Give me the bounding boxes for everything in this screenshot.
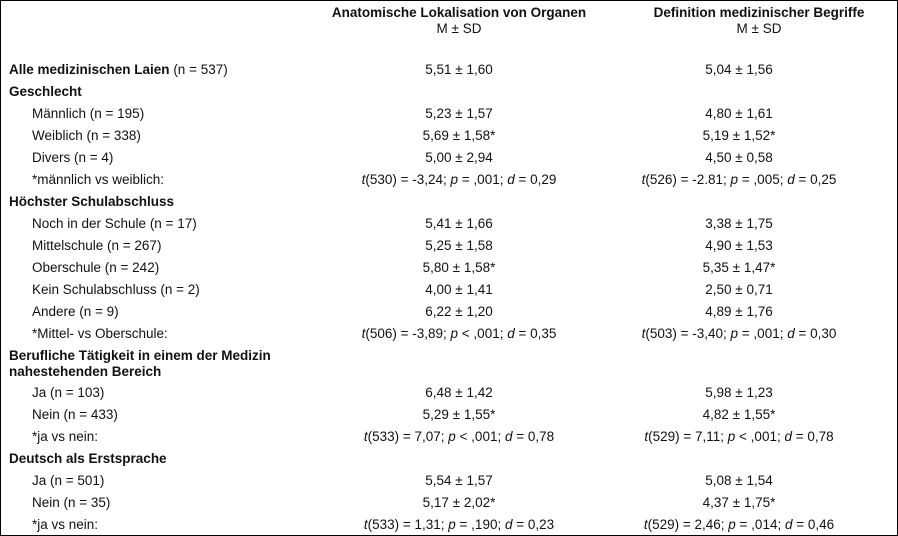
cell-anatomy: 5,69 ± 1,58* — [422, 128, 496, 143]
cell-definition: 2,50 ± 0,71 — [705, 282, 773, 297]
row-label: Ja (n = 103) — [32, 385, 105, 400]
cell-anatomy: 5,17 ± 2,02* — [422, 495, 496, 510]
column-title: Definition medizinischer Begriffe — [653, 5, 865, 20]
section-label: Geschlecht — [9, 84, 82, 99]
cell-definition: 5,19 ± 1,52* — [702, 128, 776, 143]
row-label: *männlich vs weiblich: — [32, 172, 165, 187]
table-row — [1, 147, 897, 169]
cell-anatomy: 5,41 ± 1,66 — [425, 216, 493, 231]
cell-anatomy: 4,00 ± 1,41 — [425, 282, 493, 297]
section-heading — [1, 345, 897, 381]
table-row — [1, 279, 897, 301]
row-label: *ja vs nein: — [32, 517, 99, 532]
row-label: Alle medizinischen Laien (n = 537) — [9, 62, 228, 77]
row-label: Andere (n = 9) — [32, 304, 119, 319]
column-stat-label: M ± SD — [736, 21, 782, 36]
row-label: Oberschule (n = 242) — [32, 260, 160, 275]
row-label: *Mittel- vs Oberschule: — [32, 326, 168, 341]
row-label: Mittelschule (n = 267) — [32, 238, 162, 253]
test-stat-anatomy: t(533) = 7,07; p < ,001; d = 0,78 — [363, 429, 555, 444]
cell-definition: 5,98 ± 1,23 — [705, 385, 773, 400]
row-label: Kein Schulabschluss (n = 2) — [32, 282, 200, 297]
section-heading — [1, 81, 897, 103]
row-label: Weiblich (n = 338) — [32, 128, 141, 143]
table-row — [1, 404, 897, 426]
test-stat-definition: t(529) = 7,11; p < ,001; d = 0,78 — [644, 429, 834, 444]
row-label: Nein (n = 433) — [32, 407, 118, 422]
cell-definition: 4,89 ± 1,76 — [705, 304, 773, 319]
cell-definition: 5,08 ± 1,54 — [705, 473, 773, 488]
cell-definition: 4,90 ± 1,53 — [705, 238, 773, 253]
table-row — [1, 213, 897, 235]
row-label: Ja (n = 501) — [32, 473, 105, 488]
test-stat-definition: t(526) = -2.81; p = ,005; d = 0,25 — [641, 172, 837, 187]
section-label: Berufliche Tätigkeit in einem der Medizin nahestehenden Bereich — [9, 348, 271, 379]
column-title: Anatomische Lokalisation von Organen — [331, 5, 587, 20]
test-stat-anatomy: t(533) = 1,31; p = ,190; d = 0,23 — [363, 517, 555, 532]
cell-definition: 4,80 ± 1,61 — [705, 106, 773, 121]
section-label: Höchster Schulabschluss — [9, 194, 175, 209]
row-label: *ja vs nein: — [32, 429, 99, 444]
section-heading — [1, 448, 897, 470]
cell-definition: 5,35 ± 1,47* — [702, 260, 776, 275]
column-header-anatomy — [319, 5, 599, 37]
cell-anatomy: 5,29 ± 1,55* — [422, 407, 496, 422]
table-row — [1, 492, 897, 514]
table-row — [1, 125, 897, 147]
cell-anatomy: 5,00 ± 2,94 — [425, 150, 493, 165]
section-heading — [1, 191, 897, 213]
table-row — [1, 103, 897, 125]
cell-anatomy: 5,54 ± 1,57 — [425, 473, 493, 488]
cell-anatomy: 5,25 ± 1,58 — [425, 238, 493, 253]
cell-definition: 3,38 ± 1,75 — [705, 216, 773, 231]
cell-anatomy: 6,48 ± 1,42 — [425, 385, 493, 400]
cell-anatomy: 6,22 ± 1,20 — [425, 304, 493, 319]
cell-definition: 5,04 ± 1,56 — [705, 62, 773, 77]
table-row — [1, 470, 897, 492]
cell-definition: 4,37 ± 1,75* — [702, 495, 776, 510]
row-label: Männlich (n = 195) — [32, 106, 145, 121]
test-stat-definition: t(503) = -3,40; p = ,001; d = 0,30 — [641, 326, 837, 341]
table-row — [1, 382, 897, 404]
table-row — [1, 235, 897, 257]
cell-anatomy: 5,23 ± 1,57 — [425, 106, 493, 121]
test-row — [1, 169, 897, 191]
row-label: Nein (n = 35) — [32, 495, 111, 510]
test-stat-anatomy: t(506) = -3,89; p < ,001; d = 0,35 — [361, 326, 557, 341]
row-label: Divers (n = 4) — [32, 150, 114, 165]
table-row — [1, 301, 897, 323]
column-stat-label: M ± SD — [436, 21, 482, 36]
table-row — [1, 257, 897, 279]
test-row — [1, 514, 897, 536]
cell-anatomy: 5,80 ± 1,58* — [422, 260, 496, 275]
cell-definition: 4,50 ± 0,58 — [705, 150, 773, 165]
cell-anatomy: 5,51 ± 1,60 — [425, 62, 493, 77]
row-label: Noch in der Schule (n = 17) — [32, 216, 197, 231]
column-header-definition — [629, 5, 889, 37]
cell-definition: 4,82 ± 1,55* — [702, 407, 776, 422]
test-row — [1, 426, 897, 448]
section-label: Deutsch als Erstsprache — [9, 451, 167, 466]
table-row — [1, 59, 897, 81]
test-stat-definition: t(529) = 2,46; p = ,014; d = 0,46 — [643, 517, 835, 532]
test-row — [1, 323, 897, 345]
test-stat-anatomy: t(530) = -3,24; p = ,001; d = 0,29 — [361, 172, 557, 187]
